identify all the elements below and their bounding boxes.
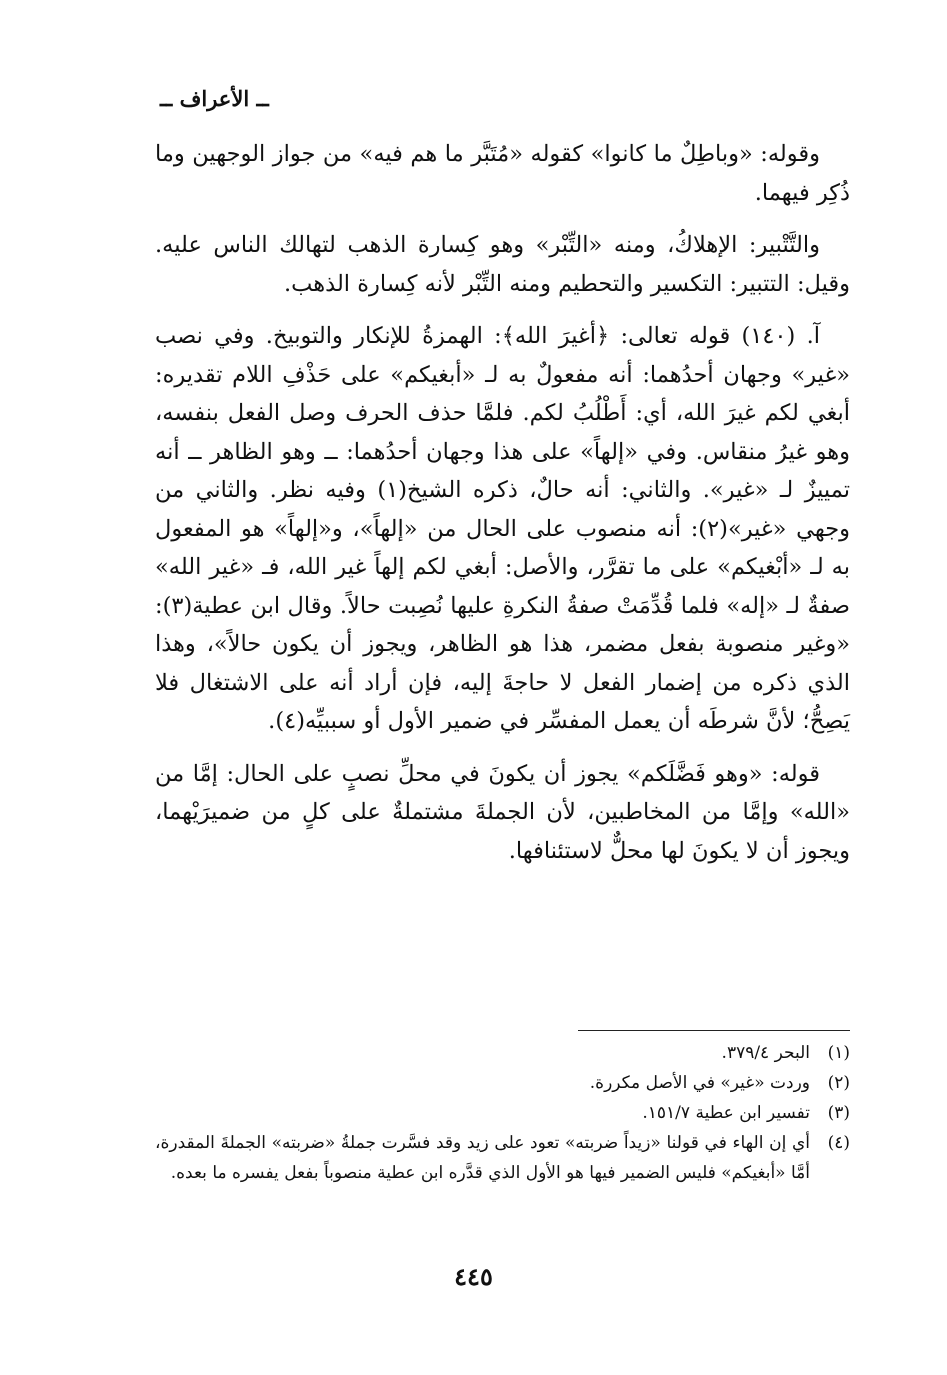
footnote-4 — [155, 1128, 850, 1188]
running-head: ــ الأعراف ــ — [160, 86, 269, 111]
paragraph-4: قوله: «وهو فَضَّلَكم» يجوز أن يكونَ في محلِّ نصبٍ على الحال: إمَّا من «الله» وإمَّا من المخاطبين، لأن الجملةَ مشتملةٌ على كلٍ من ضميرَيْهما، ويجوز أن لا يكونَ لها محلٌّ لاستئنافها. — [155, 760, 850, 864]
footnote-text: البحر ٣٧٩/٤. — [721, 1043, 810, 1063]
footnote-text: أي إن الهاء في قولنا «زيداً ضربته» تعود على زيد وقد فسَّرت جملةُ «ضربته» الجملةَ المقدرة، أمَّا «أبغيكم» فليس الضمير فيها هو الأول الذي قدَّره ابن عطية منصوباً بفعل يفسره ما بعده. — [155, 1133, 810, 1183]
footnote-number: (١) — [827, 1043, 850, 1063]
footnote-2 — [155, 1068, 850, 1098]
paragraph-2: والتَّتْبير: الإهلاكُ، ومنه «التِّبْر» وهو كِسارة الذهب لتهالك الناس عليه. وقيل: التتبير: التكسير والتحطيم ومنه التِّبْر لأنه كِسارة الذهب. — [155, 232, 850, 297]
footnote-number: (٣) — [827, 1103, 850, 1123]
main-text — [155, 135, 850, 884]
footnote-number: (٢) — [827, 1073, 850, 1093]
page-number: ٤٤٥ — [454, 1262, 493, 1291]
paragraph-1: وقوله: «وباطِلٌ ما كانوا» كقوله «مُتَبَّر ما هم فيه» من جواز الوجهين وما ذُكِر فيهما. — [155, 141, 850, 206]
footnotes — [155, 1038, 850, 1188]
footnote-text: تفسير ابن عطية ١٥١/٧. — [642, 1103, 810, 1123]
footnote-1 — [155, 1038, 850, 1068]
footnote-text: وردت «غير» في الأصل مكررة. — [589, 1073, 810, 1093]
paragraph-3: آ. (١٤٠) قوله تعالى: ﴿أغيرَ الله﴾: الهمزةُ للإنكار والتوبيخ. وفي نصب «غير» وجهان أحدُهما: أنه مفعولٌ به لـ «أبغيكم» على حَذْفِ اللام تقديره: أبغي لكم غيرَ الله، أي: أَطْلُبُ لكم. فلمَّا حذف الحرف وصل الفعل بنفسه، وهو غيرُ منقاس. وفي «إلهاً» على هذا وجهان أحدُهما: ــ وهو الظاهر ــ أنه تمييزٌ لـ «غير». والثاني: أنه حالٌ، ذكره الشيخ(١) وفيه نظر. والثاني من وجهي «غير»(٢): أنه منصوب على الحال من «إلهاً»، و«إلهاً» هو المفعول به لـ «أبْغيكم» على ما تقرَّر، والأصل: أبغي لكم إلهاً غير الله، فـ «غير الله» صفةٌ لـ «إله» فلما قُدِّمَتْ صفةُ النكرةِ عليها نُصِبت حالاً. وقال ابن عطية(٣): «وغير منصوبة بفعل مضمر، هذا هو الظاهر، ويجوز أن يكون حالاً»، وهذا الذي ذكره من إضمار الفعل لا حاجةَ إليه، فإن أراد أنه على الاشتغال فلا يَصِحُّ؛ لأنَّ شرطَه أن يعمل المفسِّر في ضمير الأول أو سببيِّه(٤). — [155, 323, 850, 734]
footnote-3 — [155, 1098, 850, 1128]
footnote-divider — [578, 1030, 850, 1031]
footnote-number: (٤) — [827, 1133, 850, 1153]
